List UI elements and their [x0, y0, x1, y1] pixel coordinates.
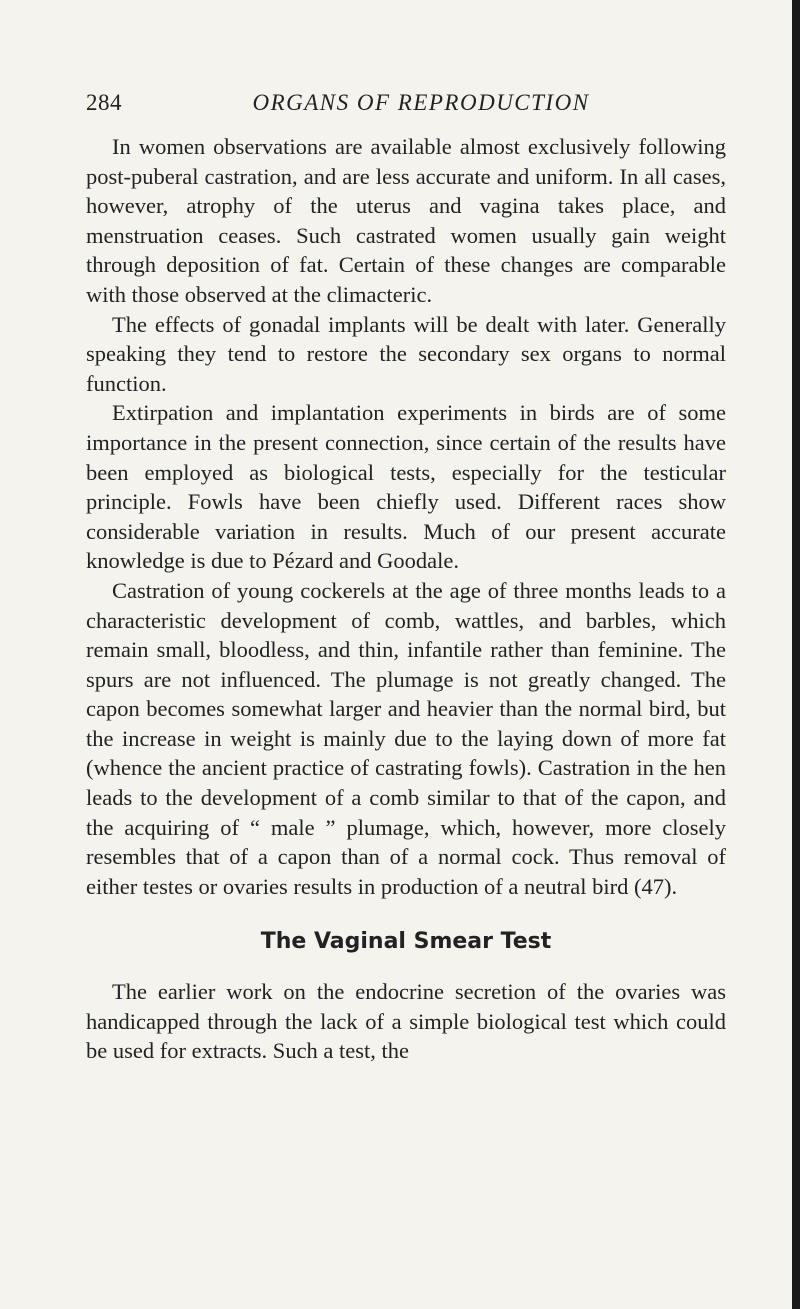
paragraph-birds-experiments: Extirpation and implantation experiments in birds are of some importance in the present connection, since certain of the results have been employed as biological tests, especially for the testicular principle. Fowls have been chiefly used. Different races show considerable variation in results. Much of our present accurate knowledge is due to Pézard and Goodale.	[86, 400, 726, 574]
paragraph-castration-women: In women observations are available almost exclusively following post-puberal castration, and are less accurate and uniform. In all cases, however, atrophy of the uterus and vagina takes place, and menstruation ceases. Such castrated women usually gain weight through deposition of fat. Certain of these changes are comparable with those observed at the climacteric.	[86, 134, 726, 307]
body-text	[86, 132, 726, 1066]
paragraph-vaginal-smear: The earlier work on the endocrine secretion of the ovaries was handicapped through the lack of a simple biological test which could be used for extracts. Such a test, the	[86, 979, 726, 1064]
page-number: 284	[86, 90, 122, 115]
page-edge-shadow	[792, 0, 800, 1309]
section-heading: The Vaginal Smear Test	[260, 929, 552, 955]
paragraph-gonadal-implants: The effects of gonadal implants will be dealt with later. Generally speaking they tend to restore the secondary sex organs to normal function.	[86, 311, 726, 396]
paragraph-cockerels: Castration of young cockerels at the age of three months leads to a characteristic development of comb, wattles, and barbles, which remain small, bloodless, and thin, infantile rather than feminine. The spurs are not influenced. The plumage is not greatly changed. The capon becomes somewhat larger and heavier than the normal bird, but the increase in weight is mainly due to the laying down of more fat (whence the ancient practice of castrating fowls). Castration in the hen leads to the development of a comb similar to that of the capon, and the acquiring of “ male ” plumage, which, however, more closely resembles that of a capon than of a normal cock. Thus removal of either testes or ovaries results in production of a neutral bird (47).	[86, 577, 726, 899]
running-title: ORGANS OF REPRODUCTION	[252, 90, 590, 115]
running-head	[86, 90, 726, 122]
